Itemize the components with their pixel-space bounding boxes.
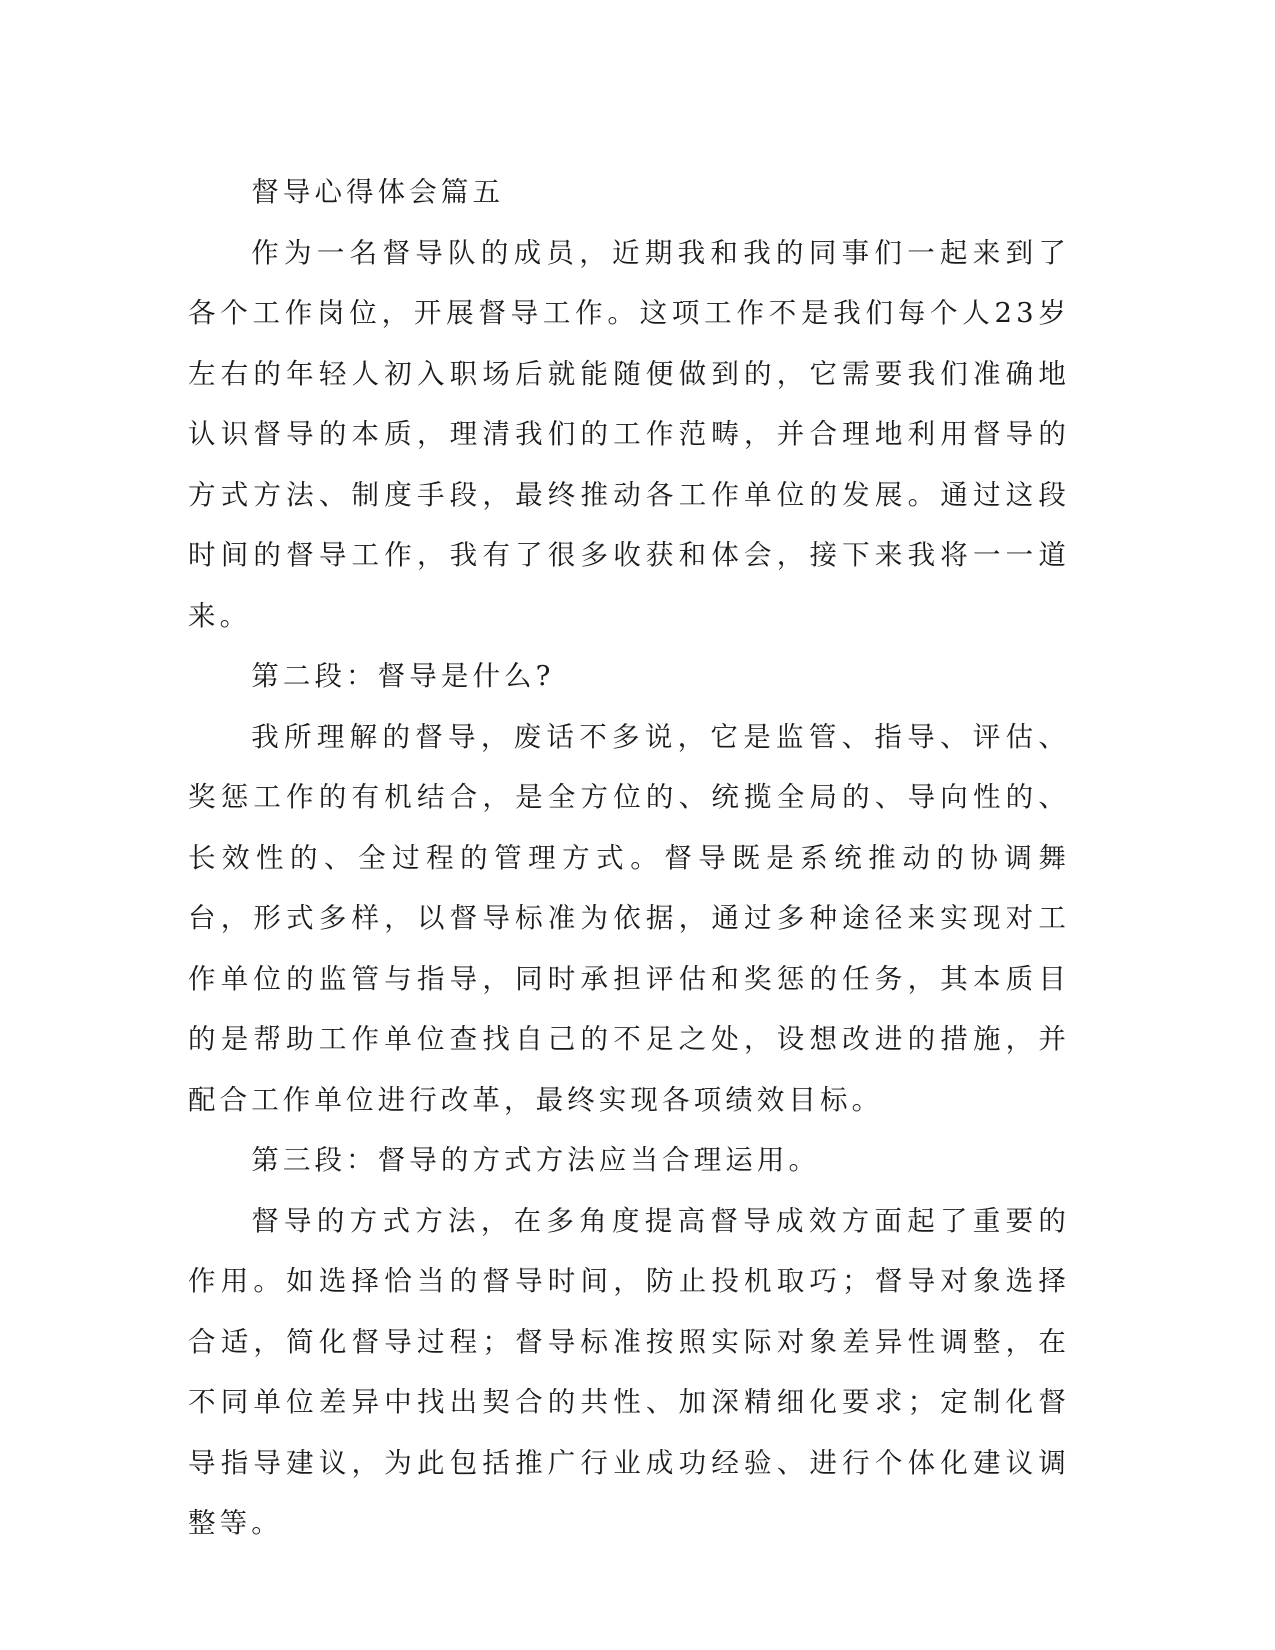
paragraph-what-is-supervision: 我所理解的督导，废话不多说，它是监管、指导、评估、奖惩工作的有机结合，是全方位的、统揽全局的、导向性的、长效性的、全过程的管理方式。督导既是系统推动的协调舞台，形式多样，以督导标准为依据，通过多种途径来实现对工作单位的监管与指导，同时承担评估和奖惩的任务，其本质目的是帮助工作单位查找自己的不足之处，设想改进的措施，并配合工作单位进行改革，最终实现各项绩效目标。 — [188, 720, 1070, 1116]
section-heading-2: 第二段：督导是什么? — [251, 660, 555, 692]
section-heading-3: 第三段：督导的方式方法应当合理运用。 — [251, 1144, 821, 1176]
paragraph-intro: 作为一名督导队的成员，近期我和我的同事们一起来到了各个工作岗位，开展督导工作。这项工作不是我们每个人23岁左右的年轻人初入职场后就能随便做到的，它需要我们准确地认识督导的本质，理清我们的工作范畴，并合理地利用督导的方式方法、制度手段，最终推动各工作单位的发展。通过这段时间的督导工作，我有了很多收获和体会，接下来我将一一道来。 — [188, 236, 1070, 632]
paragraph-methods: 督导的方式方法，在多角度提高督导成效方面起了重要的作用。如选择恰当的督导时间，防止投机取巧；督导对象选择合适，简化督导过程；督导标准按照实际对象差异性调整，在不同单位差异中找出契合的共性、加深精细化要求；定制化督导指导建议，为此包括推广行业成功经验、进行个体化建议调整等。 — [188, 1204, 1070, 1539]
document-title: 督导心得体会篇五 — [251, 176, 505, 208]
document-body — [188, 162, 1070, 1554]
